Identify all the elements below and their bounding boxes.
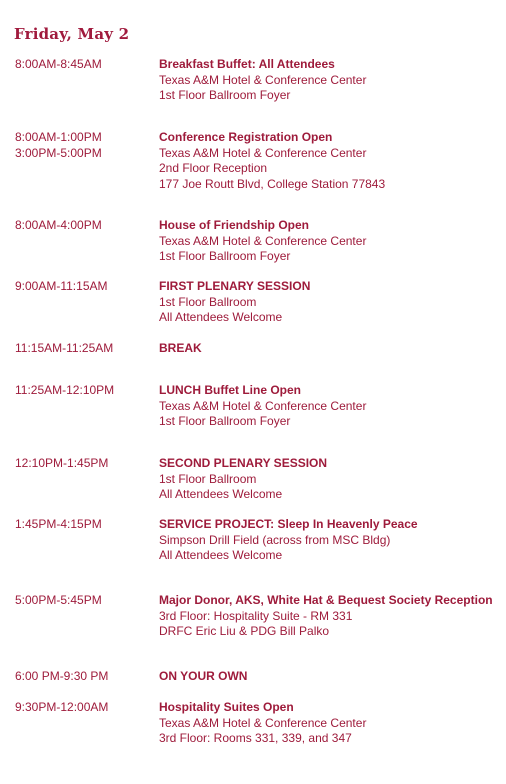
event-detail-line: 2nd Floor Reception (159, 161, 268, 175)
event-detail-line: 3rd Floor: Rooms 331, 339, and 347 (159, 731, 352, 745)
time-line: 12:10PM-1:45PM (15, 456, 109, 470)
time-range (15, 130, 102, 161)
time-range (15, 57, 102, 73)
event-detail-line: Texas A&M Hotel & Conference Center (159, 715, 367, 730)
time-line: 8:00AM-1:00PM (15, 130, 102, 144)
event-title: Hospitality Suites Open (159, 700, 294, 714)
event-details (159, 279, 310, 326)
event-details (159, 669, 247, 685)
event-title: House of Friendship Open (159, 218, 310, 232)
time-range (15, 279, 108, 295)
event-title: Conference Registration Open (159, 130, 333, 144)
event-detail-line: Texas A&M Hotel & Conference Center (159, 233, 367, 248)
event-details (159, 517, 418, 564)
time-line: 3:00PM-5:00PM (15, 145, 102, 160)
event-title: SERVICE PROJECT: Sleep In Heavenly Peace (159, 517, 418, 531)
event-title: LUNCH Buffet Line Open (159, 383, 301, 397)
time-range (15, 700, 108, 716)
event-detail-line: All Attendees Welcome (159, 548, 283, 562)
time-range (15, 669, 108, 685)
event-detail-line: 3rd Floor: Hospitality Suite - RM 331 (159, 608, 353, 623)
time-line: 6:00 PM-9:30 PM (15, 669, 109, 683)
time-range (15, 517, 102, 533)
event-detail-line: DRFC Eric Liu & PDG Bill Palko (159, 624, 330, 638)
event-detail-line: All Attendees Welcome (159, 487, 283, 501)
event-detail-line: All Attendees Welcome (159, 310, 283, 324)
time-line: 9:00AM-11:15AM (15, 279, 108, 293)
event-details (159, 456, 327, 503)
event-details (159, 700, 366, 747)
event-detail-line: 1st Floor Ballroom (159, 294, 257, 309)
time-line: 9:30PM-12:00AM (15, 700, 109, 714)
event-title: Major Donor, AKS, White Hat & Bequest Society Reception (159, 593, 493, 607)
event-detail-line: Texas A&M Hotel & Conference Center (159, 398, 367, 413)
event-detail-line: 1st Floor Ballroom (159, 471, 257, 486)
event-details (159, 218, 366, 265)
time-line: 11:15AM-11:25AM (15, 341, 114, 355)
event-details (159, 341, 202, 357)
event-details (159, 383, 366, 430)
day-heading: Friday, May 2 (14, 25, 130, 43)
event-detail-line: Simpson Drill Field (across from MSC Bldg) (159, 532, 391, 547)
event-detail-line: 1st Floor Ballroom Foyer (159, 88, 291, 102)
event-detail-line: Texas A&M Hotel & Conference Center (159, 145, 367, 160)
time-line: 11:25AM-12:10PM (15, 383, 115, 397)
event-details (159, 130, 385, 192)
event-detail-line: 177 Joe Routt Blvd, College Station 77843 (159, 176, 386, 191)
event-title: SECOND PLENARY SESSION (159, 456, 328, 470)
event-detail-line: 1st Floor Ballroom Foyer (159, 249, 291, 263)
time-line: 8:00AM-4:00PM (15, 218, 102, 232)
event-detail-line: 1st Floor Ballroom Foyer (159, 414, 291, 428)
event-detail-line: Texas A&M Hotel & Conference Center (159, 72, 367, 87)
time-range (15, 383, 114, 399)
event-title: Breakfast Buffet: All Attendees (159, 57, 335, 71)
time-line: 1:45PM-4:15PM (15, 517, 102, 531)
event-details (159, 57, 366, 104)
event-title: FIRST PLENARY SESSION (159, 279, 311, 293)
event-title: BREAK (159, 341, 202, 355)
time-range (15, 341, 113, 357)
event-title: ON YOUR OWN (159, 669, 248, 683)
time-line: 8:00AM-8:45AM (15, 57, 102, 71)
time-range (15, 456, 108, 472)
time-range (15, 218, 102, 234)
time-range (15, 593, 102, 609)
time-line: 5:00PM-5:45PM (15, 593, 102, 607)
event-details (159, 593, 493, 640)
